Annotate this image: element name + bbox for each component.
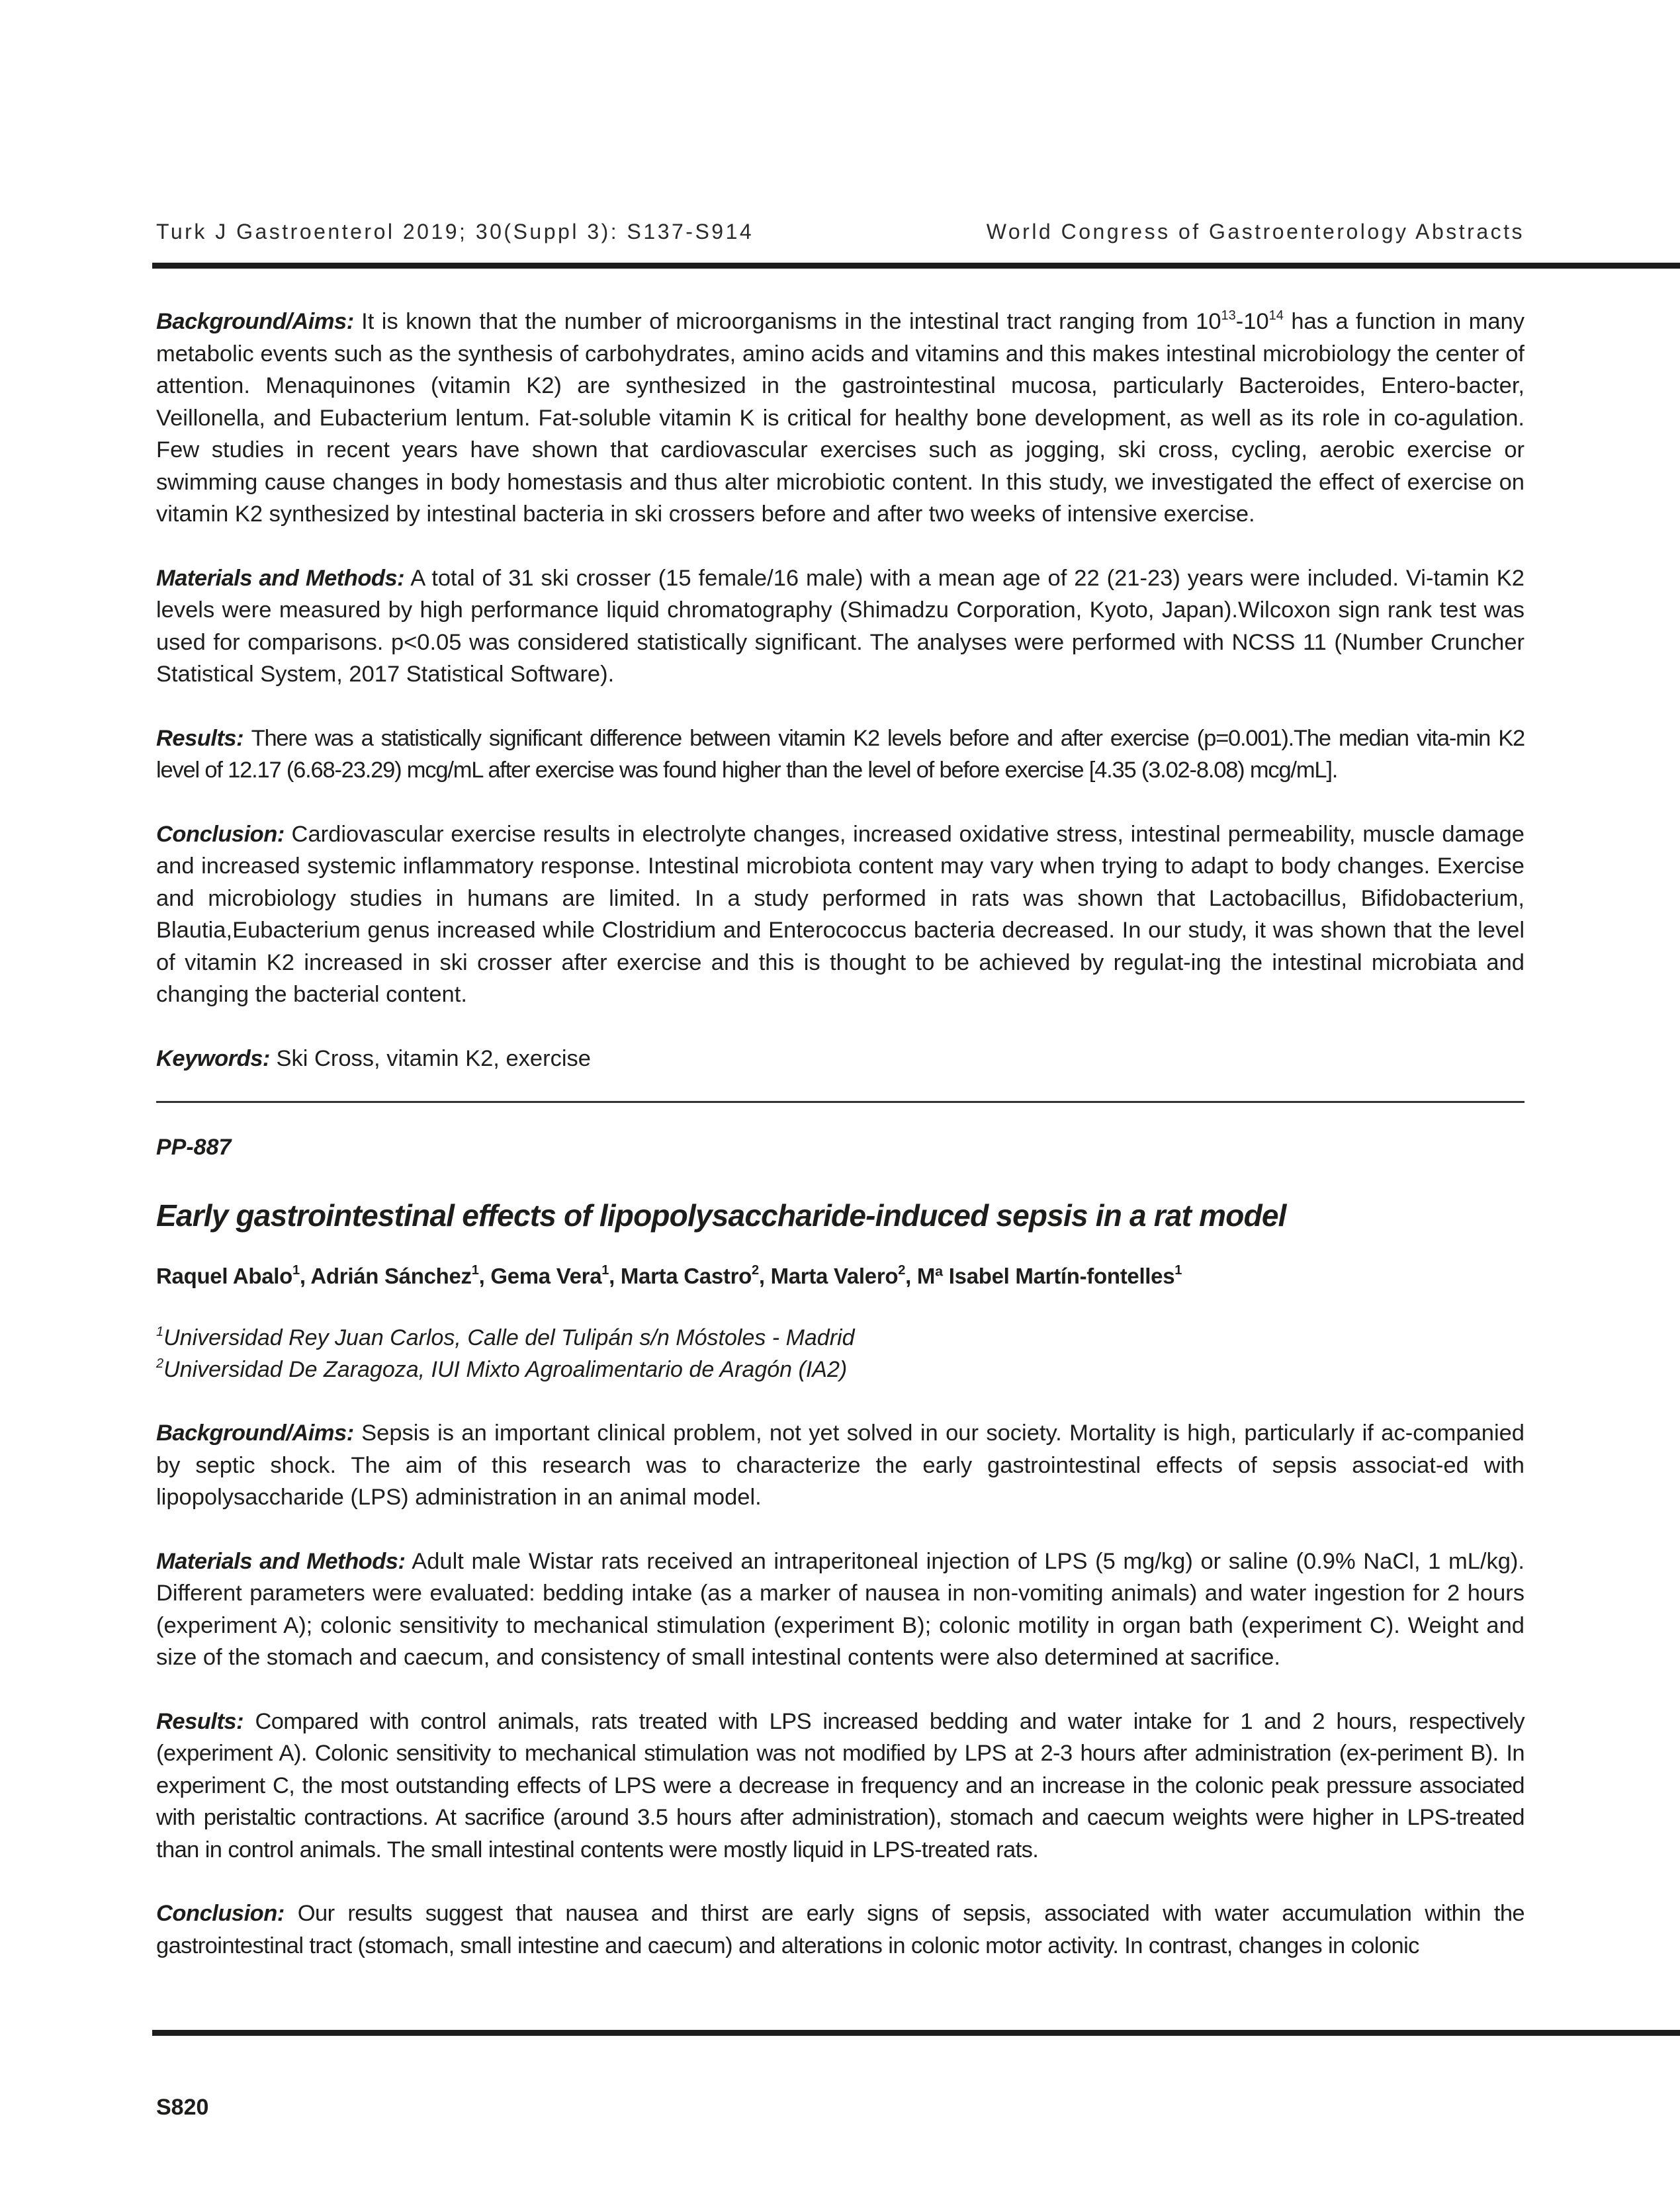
author: Marta Valero$^2$	[770, 1263, 906, 1288]
author: Adrián Sánchez$^1$	[310, 1263, 479, 1288]
conclusion-paragraph: Conclusion: Cardiovascular exercise results in electrolyte changes, increased oxidative stress, intestinal permeability, muscle damage and increased systemic inflammatory response. Intestinal microbiota content may vary when trying to adapt to body changes. Exercise and microbiology studies in humans are limited. In a study performed in rats was shown that Lactobacillus, Bifidobacterium, Blautia,Eubacterium genus increased while Clostridium and Enterococcus bacteria decreased. In our study, it was shown that the level of vitamin K2 increased in ski crosser after exercise and this is thought to be achieved by regulat-ing the intestinal microbiata and changing the bacterial content.	[156, 821, 1525, 1007]
methods-paragraph: Materials and Methods: A total of 31 ski crosser (15 female/16 male) with a mean age of 22 (21-23) years were included. Vi-tamin K2 levels were measured by high performance liquid chromatography (Shimadzu Corporation, Kyoto, Japan).Wilcoxon sign rank test was used for comparisons. p<0.05 was considered statistically significant. The analyses were performed with NCSS 11 (Number Cruncher Statistical System, 2017 Statistical Software).	[156, 565, 1525, 687]
keywords: Keywords: Ski Cross, vitamin K2, exercise	[156, 1045, 591, 1071]
abstract-divider	[156, 1101, 1525, 1103]
results-paragraph: Results: There was a statistically significant difference between vitamin K2 levels before and after exercise (p=0.001).The median vita-min K2 level of 12.17 (6.68-23.29) mcg/mL after exercise was found higher than the level of before exercise [4.35 (3.02-8.08) mcg/mL].	[156, 725, 1525, 783]
section-label: Results:	[156, 725, 244, 751]
section-label: Background/Aims:	[156, 309, 354, 334]
journal-citation: Turk J Gastroenterol 2019; 30(Suppl 3): S137-S914	[156, 220, 754, 243]
section-label: Conclusion:	[156, 821, 285, 847]
congress-title: World Congress of Gastroenterology Abstracts	[986, 220, 1525, 243]
author: Gema Vera$^1$	[490, 1263, 609, 1288]
section-label: Materials and Methods:	[156, 565, 405, 591]
section-label: Materials and Methods:	[156, 1548, 406, 1574]
affiliation: $^1$Universidad Rey Juan Carlos, Calle del Tulipán s/n Móstoles - Madrid	[156, 1325, 855, 1350]
page-content	[156, 306, 1525, 1993]
affiliations	[156, 1322, 1525, 1385]
background-paragraph: Background/Aims: It is known that the number of microorganisms in the intestinal tract ranging from $10^{13}-10^{14}$ has a function in many metabolic events such as the synthesis of carbohydrates, amino acids and vitamins and this makes intestinal microbiology the center of attention. Menaquinones (vitamin K2) are synthesized in the gastrointestinal mucosa, particularly Bacteroides, Entero-bacter, Veillonella, and Eubacterium lentum. Fat-soluble vitamin K is critical for healthy bone development, as well as its role in co-agulation. Few studies in recent years have shown that cardiovascular exercises such as jogging, ski cross, cycling, aerobic exercise or swimming cause changes in body homestasis and thus alter microbiotic content. In this study, we investigated the effect of exercise on vitamin K2 synthesized by intestinal bacteria in ski crossers before and after two weeks of intensive exercise.	[156, 308, 1525, 527]
author: Raquel Abalo$^1$	[156, 1263, 300, 1288]
affiliation: $^2$Universidad De Zaragoza, IUI Mixto Agroalimentario de Aragón (IA2)	[156, 1356, 848, 1382]
methods-paragraph: Materials and Methods: Adult male Wistar rats received an intraperitoneal injection of LPS (5 mg/kg) or saline (0.9% NaCl, 1 mL/kg). Different parameters were evaluated: bedding intake (as a marker of nausea in non-vomiting animals) and water ingestion for 2 hours (experiment A); colonic sensitivity to mechanical stimulation (experiment B); colonic motility in organ bath (experiment C). Weight and size of the stomach and caecum, and consistency of small intestinal contents were also determined at sacrifice.	[156, 1548, 1525, 1670]
footer-rule	[152, 2030, 1680, 2036]
section-label: Conclusion:	[156, 1901, 285, 1926]
abstract-title: Early gastrointestinal effects of lipopolysaccharide-induced sepsis in a rat model	[156, 1198, 1286, 1233]
abstract-pp-887	[156, 1135, 1525, 1962]
section-label: Background/Aims:	[156, 1421, 354, 1446]
background-paragraph: Background/Aims: Sepsis is an important clinical problem, not yet solved in our society. Mortality is high, particularly if ac-companied by septic shock. The aim of this research was to characterize the early gastrointestinal effects of sepsis associat-ed with lipopolysaccharide (LPS) administration in an animal model.	[156, 1421, 1525, 1510]
results-paragraph: Results: Compared with control animals, rats treated with LPS increased bedding and water intake for 1 and 2 hours, respectively (experiment A). Colonic sensitivity to mechanical stimulation was not modified by LPS at 2-3 hours after administration (ex-periment B). In experiment C, the most outstanding effects of LPS were a decrease in frequency and an increase in the colonic peak pressure associated with peristaltic contractions. At sacrifice (around 3.5 hours after administration), stomach and caecum weights were higher in LPS-treated than in control animals. The small intestinal contents were mostly liquid in LPS-treated rats.	[156, 1708, 1525, 1862]
section-label: Keywords:	[156, 1045, 270, 1071]
page-number: S820	[156, 2095, 209, 2120]
superscript: 13	[1221, 308, 1236, 323]
header-rule	[152, 263, 1680, 269]
abstract-id: PP-887	[156, 1135, 232, 1160]
author-list: Raquel Abalo$^1$, Adrián Sánchez$^1$, Gema Vera$^1$, Marta Castro$^2$, Marta Valero$^2$, Mª Isabel Martín-fontelles$^1$	[156, 1263, 1182, 1288]
abstract-vitamin-k2	[156, 306, 1525, 1074]
running-header	[156, 220, 1525, 244]
section-label: Results:	[156, 1708, 244, 1734]
author: Marta Castro$^2$	[620, 1263, 759, 1288]
conclusion-paragraph: Conclusion: Our results suggest that nausea and thirst are early signs of sepsis, associated with water accumulation within the gastrointestinal tract (stomach, small intestine and caecum) and alterations in colonic motor activity. In contrast, changes in colonic	[156, 1901, 1525, 1958]
superscript: 14	[1268, 308, 1284, 323]
author: Mª Isabel Martín-fontelles$^1$	[916, 1263, 1182, 1288]
